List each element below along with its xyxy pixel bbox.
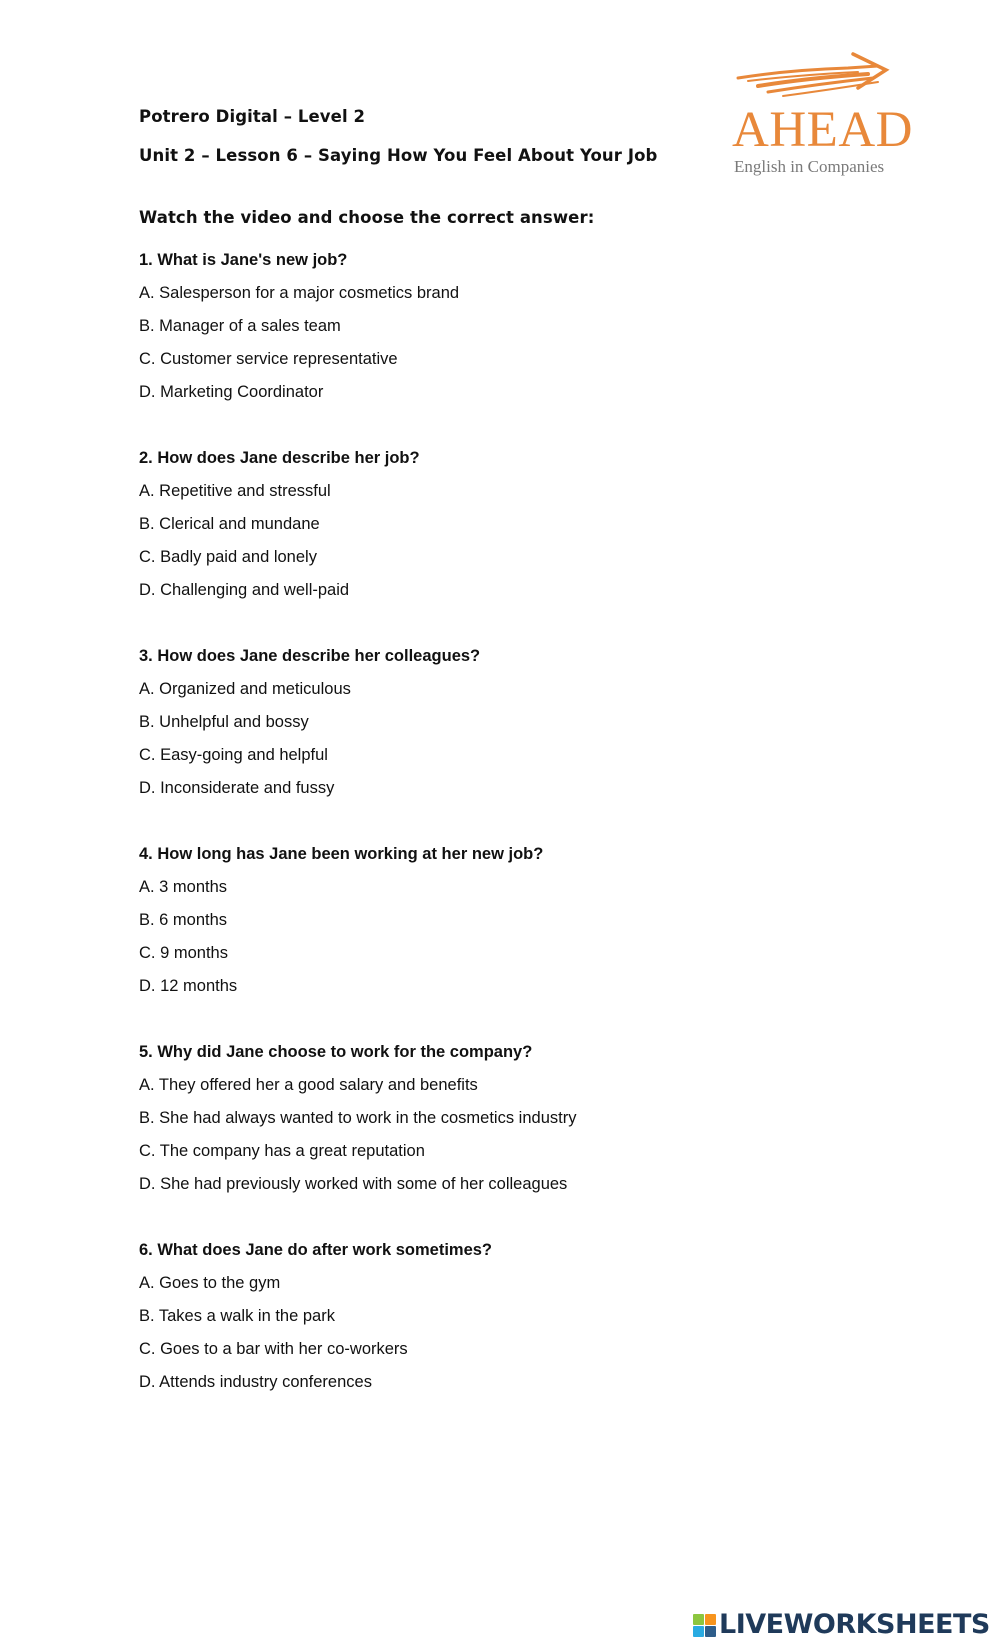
liveworksheets-logo [693, 1610, 993, 1640]
question-text: 4. How long has Jane been working at her new job? [139, 845, 544, 863]
question-text: 5. Why did Jane choose to work for the company? [139, 1043, 533, 1061]
answer-option[interactable]: B. 6 months [139, 911, 228, 929]
question-block [139, 1041, 899, 1206]
answer-option[interactable]: D. Attends industry conferences [139, 1373, 372, 1391]
answer-option[interactable]: A. 3 months [139, 878, 228, 896]
question-text: 2. How does Jane describe her job? [139, 449, 420, 467]
answer-option[interactable]: C. Goes to a bar with her co-workers [139, 1340, 408, 1358]
answer-option[interactable]: B. She had always wanted to work in the cosmetics industry [139, 1109, 577, 1127]
question-block [139, 843, 899, 1008]
answer-option[interactable]: D. Challenging and well-paid [139, 581, 350, 599]
question-block [139, 249, 899, 414]
ahead-logo [728, 48, 913, 183]
liveworksheets-blocks-icon [693, 1614, 717, 1638]
question-block [139, 1239, 899, 1404]
answer-option[interactable]: A. Goes to the gym [139, 1274, 281, 1292]
block-icon [705, 1614, 716, 1625]
answer-option[interactable]: D. Marketing Coordinator [139, 383, 324, 401]
logo-word: AHEAD [732, 102, 913, 158]
question-block [139, 447, 899, 612]
answer-option[interactable]: C. The company has a great reputation [139, 1142, 425, 1160]
block-icon [693, 1626, 704, 1637]
answer-option[interactable]: A. Repetitive and stressful [139, 482, 331, 500]
answer-option[interactable]: B. Clerical and mundane [139, 515, 320, 533]
instruction: Watch the video and choose the correct answer: [139, 208, 595, 227]
logo-tagline: English in Companies [734, 157, 885, 176]
answer-option[interactable]: A. They offered her a good salary and benefits [139, 1076, 478, 1094]
answer-option[interactable]: A. Salesperson for a major cosmetics brand [139, 284, 460, 302]
answer-option[interactable]: D. 12 months [139, 977, 238, 995]
block-icon [693, 1614, 704, 1625]
question-block [139, 645, 899, 810]
course-title: Potrero Digital – Level 2 [139, 107, 366, 126]
answer-option[interactable]: B. Unhelpful and bossy [139, 713, 309, 731]
answer-option[interactable]: B. Manager of a sales team [139, 317, 341, 335]
question-text: 6. What does Jane do after work sometimes? [139, 1241, 493, 1259]
liveworksheets-brand: LIVEWORKSHEETS [719, 1609, 990, 1640]
question-list [139, 249, 899, 1437]
answer-option[interactable]: C. Customer service representative [139, 350, 398, 368]
answer-option[interactable]: D. Inconsiderate and fussy [139, 779, 335, 797]
answer-option[interactable]: B. Takes a walk in the park [139, 1307, 335, 1325]
lesson-title: Unit 2 – Lesson 6 – Saying How You Feel About Your Job [139, 146, 658, 165]
answer-option[interactable]: C. 9 months [139, 944, 228, 962]
answer-option[interactable]: A. Organized and meticulous [139, 680, 351, 698]
answer-option[interactable]: D. She had previously worked with some of her colleagues [139, 1175, 568, 1193]
question-text: 1. What is Jane's new job? [139, 251, 348, 269]
answer-option[interactable]: C. Easy-going and helpful [139, 746, 328, 764]
block-icon [705, 1626, 716, 1637]
answer-option[interactable]: C. Badly paid and lonely [139, 548, 317, 566]
question-text: 3. How does Jane describe her colleagues? [139, 647, 481, 665]
